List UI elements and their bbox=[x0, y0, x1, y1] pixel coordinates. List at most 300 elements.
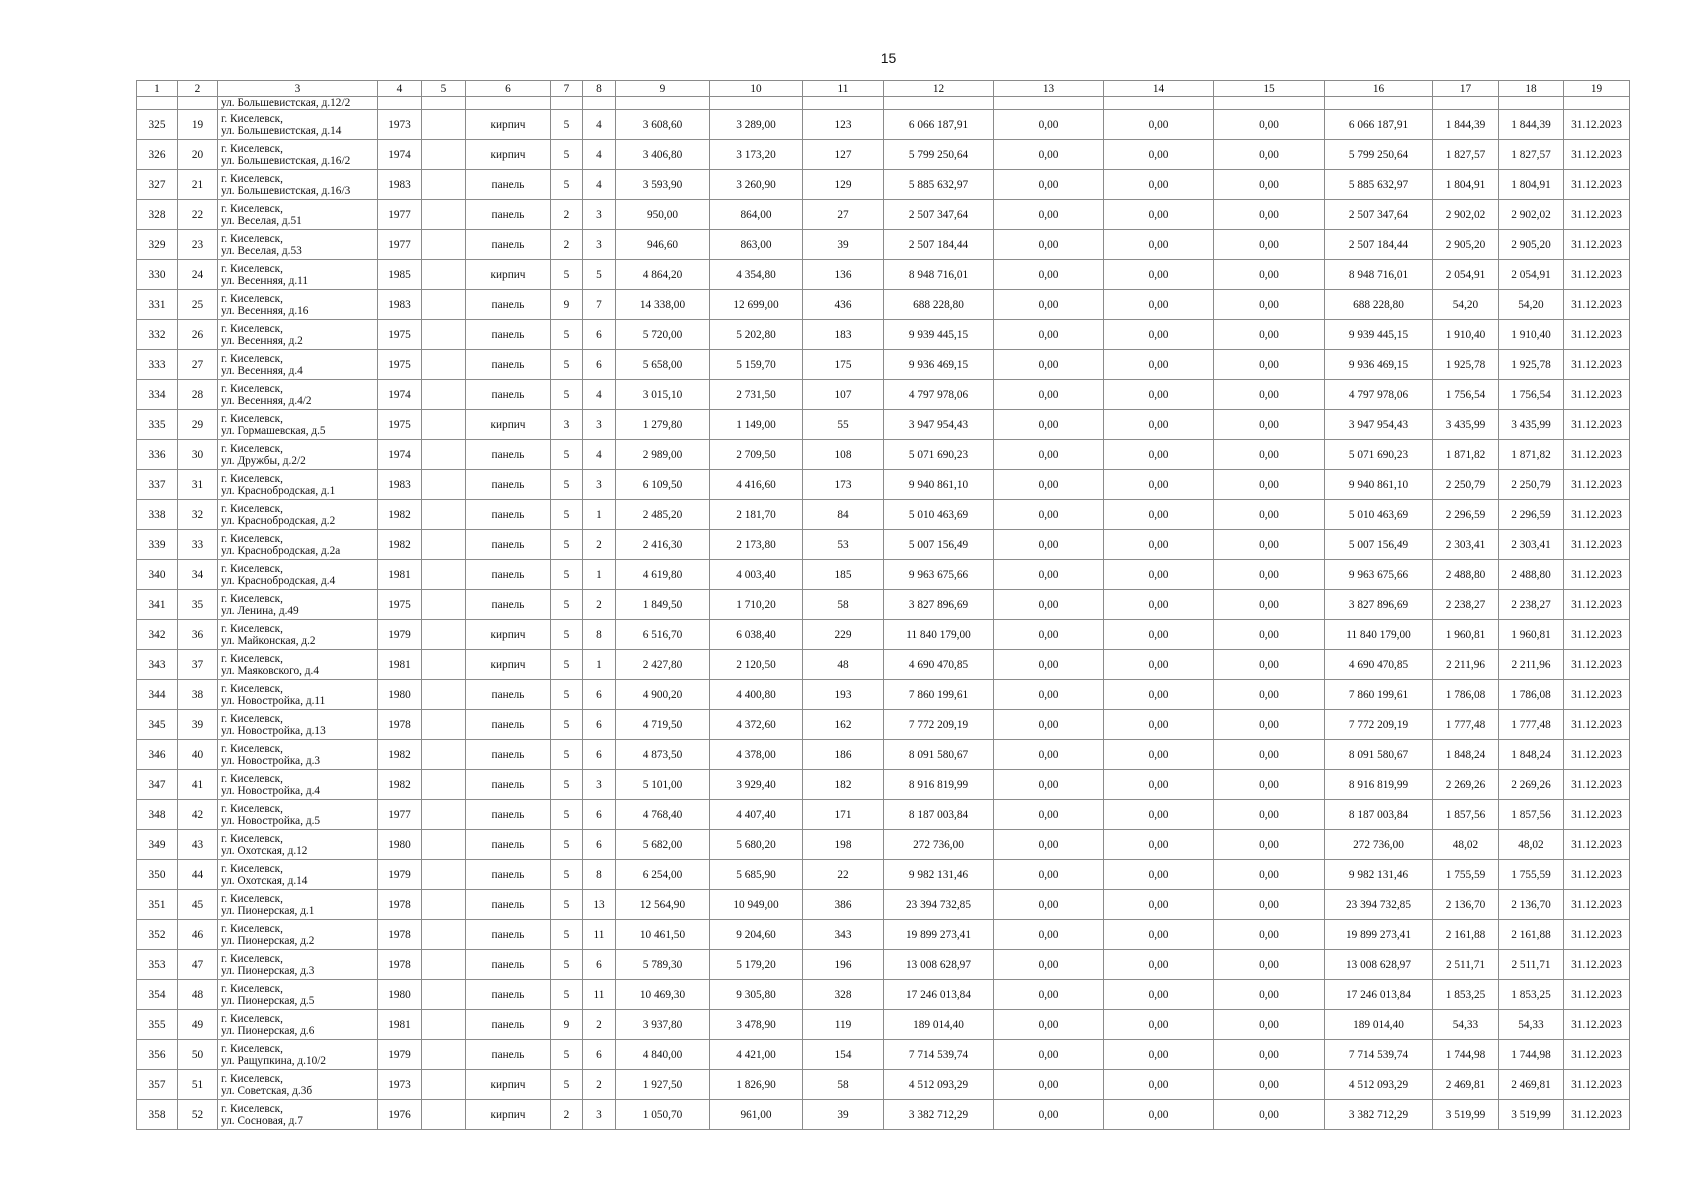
table-cell: 5 bbox=[551, 470, 583, 500]
table-cell: 0,00 bbox=[1214, 710, 1325, 740]
table-cell: панель bbox=[466, 170, 551, 200]
column-number-header: 1 bbox=[137, 81, 178, 97]
table-cell: 23 bbox=[178, 230, 218, 260]
address-cell bbox=[218, 890, 378, 920]
table-cell: 50 bbox=[178, 1040, 218, 1070]
table-cell: 14 338,00 bbox=[616, 290, 710, 320]
table-cell: 5 071 690,23 bbox=[884, 440, 994, 470]
table-cell: 31.12.2023 bbox=[1564, 560, 1630, 590]
table-cell: 8 916 819,99 bbox=[1325, 770, 1433, 800]
column-number-header: 3 bbox=[218, 81, 378, 97]
continuation-row bbox=[137, 97, 1630, 110]
table-cell: 1 755,59 bbox=[1499, 860, 1564, 890]
table-cell bbox=[422, 200, 466, 230]
table-cell: 21 bbox=[178, 170, 218, 200]
table-cell: 0,00 bbox=[1104, 440, 1214, 470]
address-city: г. Киселевск, bbox=[221, 172, 284, 185]
table-cell bbox=[422, 440, 466, 470]
table-cell: 0,00 bbox=[994, 170, 1104, 200]
table-cell: 3 382 712,29 bbox=[1325, 1100, 1433, 1130]
table-row bbox=[137, 530, 1630, 560]
table-cell bbox=[422, 560, 466, 590]
table-cell: 5 159,70 bbox=[710, 350, 803, 380]
address-cell bbox=[218, 830, 378, 860]
table-cell: 107 bbox=[803, 380, 884, 410]
table-cell: 8 916 819,99 bbox=[884, 770, 994, 800]
table-cell: 33 bbox=[178, 530, 218, 560]
table-cell: 31.12.2023 bbox=[1564, 860, 1630, 890]
table-cell: панель bbox=[466, 710, 551, 740]
table-cell: 0,00 bbox=[1214, 1070, 1325, 1100]
table-cell: 0,00 bbox=[1214, 470, 1325, 500]
table-cell: 31.12.2023 bbox=[1564, 830, 1630, 860]
table-cell: 10 949,00 bbox=[710, 890, 803, 920]
table-cell: 3 519,99 bbox=[1433, 1100, 1499, 1130]
table-cell: 0,00 bbox=[1214, 740, 1325, 770]
table-cell: 2 136,70 bbox=[1433, 890, 1499, 920]
table-cell: 19 899 273,41 bbox=[1325, 920, 1433, 950]
table-cell bbox=[422, 830, 466, 860]
table-cell: кирпич bbox=[466, 410, 551, 440]
table-cell: 0,00 bbox=[1214, 560, 1325, 590]
table-cell: 1 756,54 bbox=[1433, 380, 1499, 410]
column-number-header: 9 bbox=[616, 81, 710, 97]
table-cell: 3 929,40 bbox=[710, 770, 803, 800]
table-cell: панель bbox=[466, 860, 551, 890]
address-city: г. Киселевск, bbox=[221, 262, 284, 275]
table-cell: 0,00 bbox=[1104, 560, 1214, 590]
table-cell: 327 bbox=[137, 170, 178, 200]
address-street: ул. Весенняя, д.11 bbox=[221, 274, 309, 287]
table-cell: 31.12.2023 bbox=[1564, 650, 1630, 680]
table-cell: 4 690 470,85 bbox=[884, 650, 994, 680]
table-cell: 3 289,00 bbox=[710, 110, 803, 140]
table-cell: 1976 bbox=[378, 1100, 422, 1130]
table-cell: панель bbox=[466, 920, 551, 950]
table-cell: 175 bbox=[803, 350, 884, 380]
address-cell: ул. Большевистская, д.12/2 bbox=[218, 97, 378, 110]
table-cell: 11 840 179,00 bbox=[1325, 620, 1433, 650]
table-cell: 2 731,50 bbox=[710, 380, 803, 410]
table-cell: 39 bbox=[803, 230, 884, 260]
table-cell: 189 014,40 bbox=[1325, 1010, 1433, 1040]
address-city: г. Киселевск, bbox=[221, 502, 284, 515]
table-cell: 0,00 bbox=[994, 410, 1104, 440]
table-row bbox=[137, 560, 1630, 590]
table-cell: 17 246 013,84 bbox=[1325, 980, 1433, 1010]
table-cell: кирпич bbox=[466, 650, 551, 680]
table-cell: 2 269,26 bbox=[1433, 770, 1499, 800]
table-cell: 1 853,25 bbox=[1433, 980, 1499, 1010]
table-cell: 31.12.2023 bbox=[1564, 230, 1630, 260]
table-cell: 0,00 bbox=[1104, 1040, 1214, 1070]
address-cell bbox=[218, 500, 378, 530]
address-cell bbox=[218, 1070, 378, 1100]
table-cell bbox=[1499, 97, 1564, 110]
table-cell: 1978 bbox=[378, 710, 422, 740]
table-cell: 48 bbox=[178, 980, 218, 1010]
table-cell: 0,00 bbox=[994, 530, 1104, 560]
table-cell: 2 120,50 bbox=[710, 650, 803, 680]
table-cell: 0,00 bbox=[1104, 590, 1214, 620]
column-number-header: 14 bbox=[1104, 81, 1214, 97]
table-cell: панель bbox=[466, 1010, 551, 1040]
table-cell: 688 228,80 bbox=[1325, 290, 1433, 320]
table-cell: 0,00 bbox=[994, 1010, 1104, 1040]
table-cell: 0,00 bbox=[1104, 350, 1214, 380]
table-cell: 0,00 bbox=[1104, 200, 1214, 230]
table-cell: 1 857,56 bbox=[1433, 800, 1499, 830]
table-cell: 5 bbox=[551, 110, 583, 140]
table-cell: 332 bbox=[137, 320, 178, 350]
table-cell: 5 bbox=[551, 710, 583, 740]
address-cell bbox=[218, 140, 378, 170]
table-cell: 3 435,99 bbox=[1499, 410, 1564, 440]
table-cell: 5 bbox=[551, 590, 583, 620]
table-row bbox=[137, 470, 1630, 500]
table-cell: 0,00 bbox=[1104, 950, 1214, 980]
table-cell: 183 bbox=[803, 320, 884, 350]
table-cell bbox=[422, 980, 466, 1010]
table-cell: 343 bbox=[803, 920, 884, 950]
table-cell: 5 885 632,97 bbox=[1325, 170, 1433, 200]
table-row bbox=[137, 590, 1630, 620]
table-cell: 0,00 bbox=[1104, 290, 1214, 320]
table-cell: 0,00 bbox=[994, 800, 1104, 830]
table-cell: 0,00 bbox=[1104, 140, 1214, 170]
table-row bbox=[137, 710, 1630, 740]
column-number-header: 15 bbox=[1214, 81, 1325, 97]
table-cell: 5 bbox=[551, 140, 583, 170]
table-cell: 193 bbox=[803, 680, 884, 710]
table-cell: 3 435,99 bbox=[1433, 410, 1499, 440]
table-cell bbox=[422, 1070, 466, 1100]
table-cell: 31.12.2023 bbox=[1564, 980, 1630, 1010]
table-cell: 8 948 716,01 bbox=[1325, 260, 1433, 290]
table-cell: 4 bbox=[583, 170, 616, 200]
table-cell: панель bbox=[466, 530, 551, 560]
table-cell: 0,00 bbox=[1214, 1010, 1325, 1040]
table-row bbox=[137, 1100, 1630, 1130]
address-street: ул. Пионерская, д.5 bbox=[221, 994, 315, 1007]
table-cell bbox=[422, 1040, 466, 1070]
table-cell: 334 bbox=[137, 380, 178, 410]
table-cell: 1 853,25 bbox=[1499, 980, 1564, 1010]
table-cell: 2 bbox=[583, 1070, 616, 1100]
table-cell: 19 899 273,41 bbox=[884, 920, 994, 950]
table-cell: 863,00 bbox=[710, 230, 803, 260]
table-row bbox=[137, 770, 1630, 800]
table-cell: 0,00 bbox=[1214, 230, 1325, 260]
table-cell: панель bbox=[466, 1040, 551, 1070]
table-cell: 11 bbox=[583, 920, 616, 950]
table-cell: 0,00 bbox=[1104, 110, 1214, 140]
address-street: ул. Советская, д.3б bbox=[221, 1084, 313, 1097]
table-cell: 0,00 bbox=[994, 590, 1104, 620]
table-cell: 436 bbox=[803, 290, 884, 320]
table-cell: 5 bbox=[551, 170, 583, 200]
address-city: г. Киселевск, bbox=[221, 982, 284, 995]
table-cell: 5 885 632,97 bbox=[884, 170, 994, 200]
table-cell: 0,00 bbox=[1214, 440, 1325, 470]
table-cell: 9 963 675,66 bbox=[1325, 560, 1433, 590]
table-cell: 1 804,91 bbox=[1433, 170, 1499, 200]
table-cell: 3 bbox=[583, 410, 616, 440]
table-cell bbox=[422, 140, 466, 170]
table-cell: кирпич bbox=[466, 110, 551, 140]
column-number-header: 19 bbox=[1564, 81, 1630, 97]
table-cell: 23 394 732,85 bbox=[884, 890, 994, 920]
table-cell: 2 054,91 bbox=[1499, 260, 1564, 290]
table-cell: 1 826,90 bbox=[710, 1070, 803, 1100]
table-cell: 171 bbox=[803, 800, 884, 830]
table-cell: 2 173,80 bbox=[710, 530, 803, 560]
table-cell: 343 bbox=[137, 650, 178, 680]
table-cell bbox=[422, 650, 466, 680]
table-cell bbox=[422, 890, 466, 920]
table-cell: 48,02 bbox=[1499, 830, 1564, 860]
table-row bbox=[137, 980, 1630, 1010]
address-cell bbox=[218, 800, 378, 830]
table-cell: 25 bbox=[178, 290, 218, 320]
table-cell: 0,00 bbox=[1214, 620, 1325, 650]
address-street: ул. Краснобродская, д.2 bbox=[221, 514, 336, 527]
column-number-header: 17 bbox=[1433, 81, 1499, 97]
table-cell: 24 bbox=[178, 260, 218, 290]
table-cell bbox=[378, 97, 422, 110]
table-cell: 0,00 bbox=[1104, 470, 1214, 500]
address-street: ул. Сосновая, д.7 bbox=[221, 1114, 303, 1127]
address-city: г. Киселевск, bbox=[221, 292, 284, 305]
table-cell: 2 238,27 bbox=[1499, 590, 1564, 620]
address-city: г. Киселевск, bbox=[221, 442, 284, 455]
table-cell: 31.12.2023 bbox=[1564, 200, 1630, 230]
table-cell: 1 777,48 bbox=[1433, 710, 1499, 740]
table-cell: 47 bbox=[178, 950, 218, 980]
table-cell: панель bbox=[466, 350, 551, 380]
table-cell: 0,00 bbox=[1214, 860, 1325, 890]
table-cell: 7 714 539,74 bbox=[1325, 1040, 1433, 1070]
address-city: г. Киселевск, bbox=[221, 1072, 284, 1085]
address-city: г. Киселевск, bbox=[221, 832, 284, 845]
table-cell: панель bbox=[466, 890, 551, 920]
table-cell: 4 900,20 bbox=[616, 680, 710, 710]
table-cell: 0,00 bbox=[994, 920, 1104, 950]
table-cell: 5 bbox=[551, 890, 583, 920]
table-cell: 123 bbox=[803, 110, 884, 140]
table-cell bbox=[551, 97, 583, 110]
table-cell: 351 bbox=[137, 890, 178, 920]
table-cell: 8 bbox=[583, 860, 616, 890]
table-cell: 4 512 093,29 bbox=[1325, 1070, 1433, 1100]
table-cell: панель bbox=[466, 290, 551, 320]
table-cell bbox=[422, 950, 466, 980]
table-cell: 2 469,81 bbox=[1499, 1070, 1564, 1100]
table-cell: 4 407,40 bbox=[710, 800, 803, 830]
table-cell: 1979 bbox=[378, 860, 422, 890]
table-cell: 6 066 187,91 bbox=[1325, 110, 1433, 140]
table-cell: 5 bbox=[551, 260, 583, 290]
table-cell: 23 394 732,85 bbox=[1325, 890, 1433, 920]
table-cell: 0,00 bbox=[1214, 590, 1325, 620]
table-body bbox=[137, 97, 1630, 1130]
address-city: г. Киселевск, bbox=[221, 112, 284, 125]
table-cell: 337 bbox=[137, 470, 178, 500]
table-cell: 4 372,60 bbox=[710, 710, 803, 740]
table-cell: 1982 bbox=[378, 500, 422, 530]
table-cell: 1974 bbox=[378, 440, 422, 470]
table-cell: 5 007 156,49 bbox=[884, 530, 994, 560]
table-cell: 4 354,80 bbox=[710, 260, 803, 290]
address-street: ул. Большевистская, д.16/2 bbox=[221, 154, 351, 167]
table-cell: 9 939 445,15 bbox=[884, 320, 994, 350]
address-city: г. Киселевск, bbox=[221, 562, 284, 575]
table-cell: 17 246 013,84 bbox=[884, 980, 994, 1010]
table-cell: панель bbox=[466, 680, 551, 710]
table-cell: 48 bbox=[803, 650, 884, 680]
table-cell: 1 844,39 bbox=[1433, 110, 1499, 140]
table-cell: 182 bbox=[803, 770, 884, 800]
table-cell: панель bbox=[466, 590, 551, 620]
table-cell: 8 bbox=[583, 620, 616, 650]
table-cell: 1 827,57 bbox=[1499, 140, 1564, 170]
address-cell bbox=[218, 320, 378, 350]
table-cell: 42 bbox=[178, 800, 218, 830]
table-cell: 0,00 bbox=[994, 1070, 1104, 1100]
table-cell: панель bbox=[466, 230, 551, 260]
table-row bbox=[137, 920, 1630, 950]
table-cell: 2 296,59 bbox=[1499, 500, 1564, 530]
table-cell: 1 bbox=[583, 650, 616, 680]
address-city: г. Киселевск, bbox=[221, 742, 284, 755]
table-cell: 1 925,78 bbox=[1499, 350, 1564, 380]
table-cell: 2 511,71 bbox=[1499, 950, 1564, 980]
table-cell: 355 bbox=[137, 1010, 178, 1040]
page-number: 15 bbox=[880, 50, 897, 66]
table-cell bbox=[422, 800, 466, 830]
table-cell: 5 bbox=[551, 1040, 583, 1070]
table-cell: 1982 bbox=[378, 770, 422, 800]
table-cell: 43 bbox=[178, 830, 218, 860]
column-number-header: 7 bbox=[551, 81, 583, 97]
table-cell: 0,00 bbox=[994, 200, 1104, 230]
table-cell: 37 bbox=[178, 650, 218, 680]
table-cell: 54,33 bbox=[1433, 1010, 1499, 1040]
table-cell: 12 564,90 bbox=[616, 890, 710, 920]
table-cell: 0,00 bbox=[1104, 860, 1214, 890]
table-cell: 3 947 954,43 bbox=[884, 410, 994, 440]
address-city: г. Киселевск, bbox=[221, 322, 284, 335]
table-cell: 3 827 896,69 bbox=[1325, 590, 1433, 620]
table-cell: 0,00 bbox=[1214, 500, 1325, 530]
table-cell: 2 303,41 bbox=[1433, 530, 1499, 560]
table-cell: 0,00 bbox=[1104, 680, 1214, 710]
address-street: ул. Большевистская, д.16/3 bbox=[221, 184, 351, 197]
table-cell: 1982 bbox=[378, 740, 422, 770]
table-cell: 2 485,20 bbox=[616, 500, 710, 530]
table-cell: 0,00 bbox=[994, 350, 1104, 380]
table-cell: 349 bbox=[137, 830, 178, 860]
table-cell bbox=[583, 97, 616, 110]
table-cell: 0,00 bbox=[994, 740, 1104, 770]
address-cell bbox=[218, 620, 378, 650]
table-cell: 2 488,80 bbox=[1433, 560, 1499, 590]
table-cell: 2 296,59 bbox=[1433, 500, 1499, 530]
table-cell bbox=[137, 97, 178, 110]
table-cell: 1 755,59 bbox=[1433, 860, 1499, 890]
table-cell: 31.12.2023 bbox=[1564, 710, 1630, 740]
table-cell: 1983 bbox=[378, 290, 422, 320]
table-cell: 52 bbox=[178, 1100, 218, 1130]
table-cell: 5 007 156,49 bbox=[1325, 530, 1433, 560]
table-cell: 0,00 bbox=[1214, 890, 1325, 920]
table-cell: 1 910,40 bbox=[1499, 320, 1564, 350]
table-cell: 0,00 bbox=[1104, 380, 1214, 410]
table-cell: 1981 bbox=[378, 560, 422, 590]
table-cell: 39 bbox=[178, 710, 218, 740]
table-cell: 5 179,20 bbox=[710, 950, 803, 980]
table-cell: 2 709,50 bbox=[710, 440, 803, 470]
address-city: г. Киселевск, bbox=[221, 682, 284, 695]
table-cell: 4 768,40 bbox=[616, 800, 710, 830]
table-cell: 1 848,24 bbox=[1499, 740, 1564, 770]
table-cell: 5 bbox=[551, 620, 583, 650]
table-cell: 0,00 bbox=[1214, 650, 1325, 680]
table-cell: 1 710,20 bbox=[710, 590, 803, 620]
table-cell: 40 bbox=[178, 740, 218, 770]
table-cell bbox=[422, 770, 466, 800]
table-cell: 1 871,82 bbox=[1499, 440, 1564, 470]
address-cell bbox=[218, 980, 378, 1010]
table-cell: 3 406,80 bbox=[616, 140, 710, 170]
table-cell: панель bbox=[466, 380, 551, 410]
table-cell: 2 bbox=[551, 200, 583, 230]
table-cell: 4 416,60 bbox=[710, 470, 803, 500]
table-row bbox=[137, 320, 1630, 350]
table-cell: 0,00 bbox=[1214, 320, 1325, 350]
table-cell: панель bbox=[466, 500, 551, 530]
table-cell: 1 960,81 bbox=[1433, 620, 1499, 650]
table-cell: 5 071 690,23 bbox=[1325, 440, 1433, 470]
table-cell: 3 519,99 bbox=[1499, 1100, 1564, 1130]
table-cell: 1973 bbox=[378, 110, 422, 140]
table-cell: панель bbox=[466, 770, 551, 800]
table-row bbox=[137, 950, 1630, 980]
table-cell: 5 799 250,64 bbox=[1325, 140, 1433, 170]
table-cell: 10 469,30 bbox=[616, 980, 710, 1010]
table-cell: 0,00 bbox=[994, 290, 1104, 320]
address-cell bbox=[218, 230, 378, 260]
table-cell: 9 963 675,66 bbox=[884, 560, 994, 590]
table-cell: кирпич bbox=[466, 1100, 551, 1130]
table-cell: 0,00 bbox=[994, 440, 1104, 470]
table-row bbox=[137, 890, 1630, 920]
address-cell bbox=[218, 740, 378, 770]
address-street: ул. Пионерская, д.3 bbox=[221, 964, 315, 977]
table-cell: 31.12.2023 bbox=[1564, 1070, 1630, 1100]
table-cell: 1 848,24 bbox=[1433, 740, 1499, 770]
table-cell: 31.12.2023 bbox=[1564, 740, 1630, 770]
table-row bbox=[137, 170, 1630, 200]
address-city: г. Киселевск, bbox=[221, 652, 284, 665]
address-cell bbox=[218, 1010, 378, 1040]
table-cell: 2 469,81 bbox=[1433, 1070, 1499, 1100]
table-cell: 342 bbox=[137, 620, 178, 650]
table-cell: 3 827 896,69 bbox=[884, 590, 994, 620]
table-cell: 4 003,40 bbox=[710, 560, 803, 590]
table-cell bbox=[422, 350, 466, 380]
address-street: ул. Весенняя, д.4 bbox=[221, 364, 303, 377]
